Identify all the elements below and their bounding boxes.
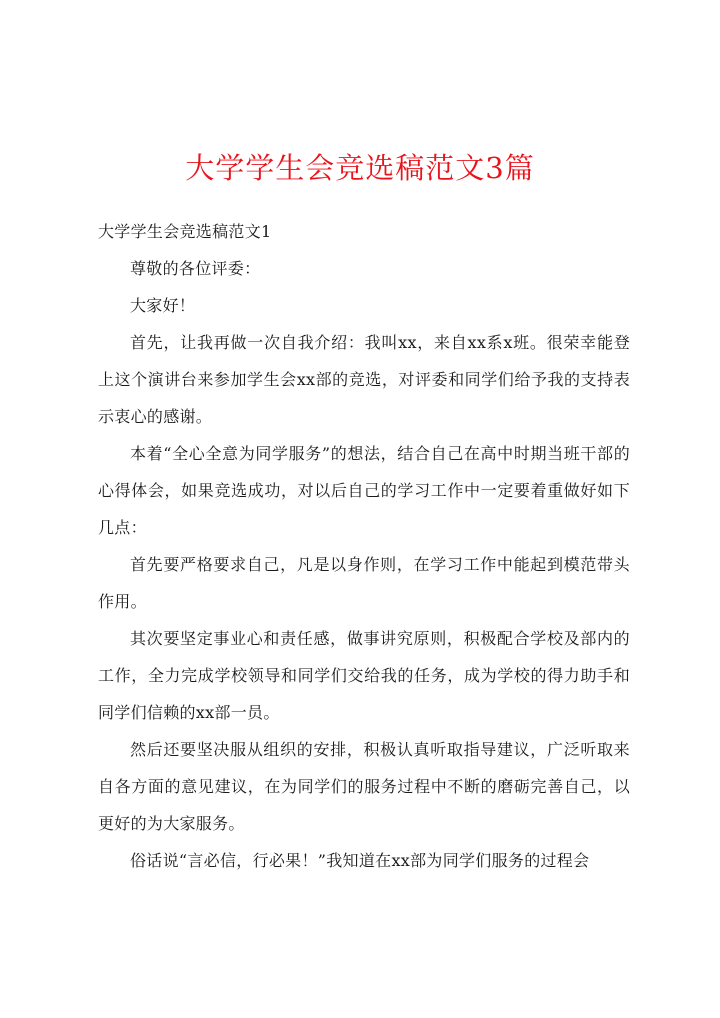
paragraph-point-three: 然后还要坚决服从组织的安排，积极认真听取指导建议，广泛听取来自各方面的意见建议，在为同学们的服务过程中不断的磨砺完善自己，以更好的为大家服务。 (98, 740, 630, 833)
paragraph-greeting: 大家好！ (130, 296, 196, 315)
paragraph-salutation: 尊敬的各位评委： (130, 259, 261, 278)
paragraph-point-one: 首先要严格要求自己，凡是以身作则，在学习工作中能起到模范带头作用。 (98, 555, 630, 611)
paragraph-saying: 俗话说“言必信，行必果！”我知道在xx部为同学们服务的过程会 (130, 851, 590, 870)
paragraph-introduction: 首先，让我再做一次自我介绍：我叫xx，来自xx系x班。很荣幸能登上这个演讲台来参加学生会xx部的竞选，对评委和同学们给予我的支持表示衷心的感谢。 (98, 333, 630, 426)
paragraph-plan: 本着“全心全意为同学服务”的想法，结合自己在高中时期当班干部的心得体会，如果竞选成功，对以后自己的学习工作中一定要着重做好如下几点： (98, 444, 630, 537)
paragraph-point-two: 其次要坚定事业心和责任感，做事讲究原则，积极配合学校及部内的工作，全力完成学校领导和同学们交给我的任务，成为学校的得力助手和同学们信赖的xx部一员。 (98, 629, 630, 722)
document-title: 大学学生会竞选稿范文3篇 (185, 151, 535, 185)
section-heading: 大学学生会竞选稿范文1 (98, 222, 272, 241)
document-body (98, 213, 630, 879)
